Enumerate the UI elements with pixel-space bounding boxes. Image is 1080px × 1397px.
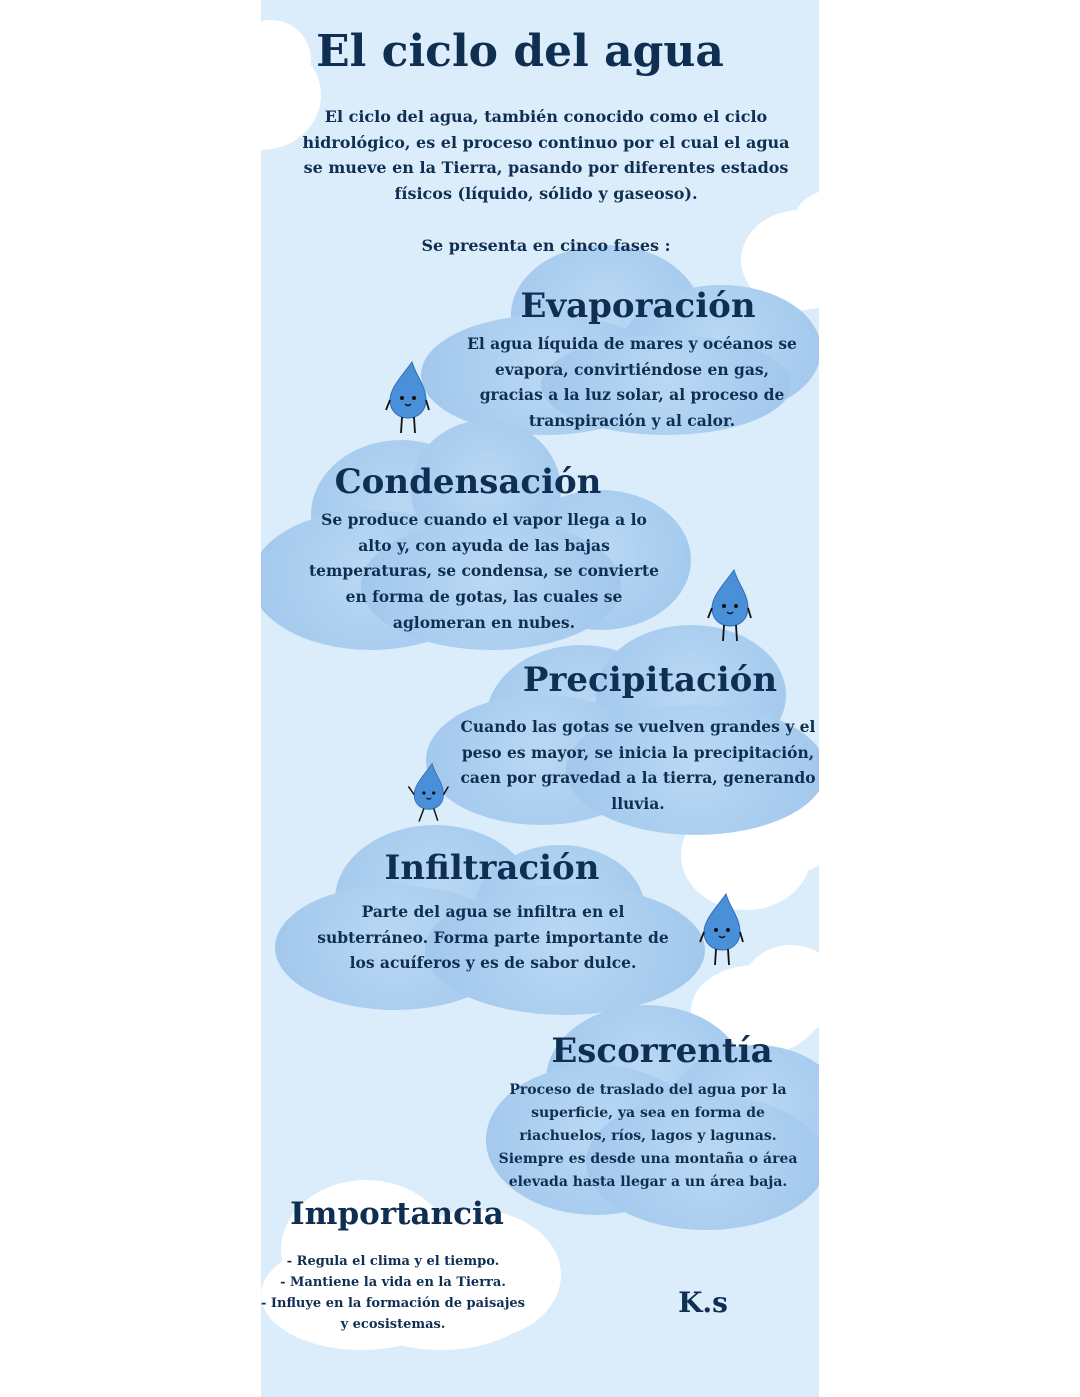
text-line: peso es mayor, se inicia la precipitación,: [461, 742, 815, 762]
signature: K.s: [678, 1286, 728, 1319]
text-line: temperaturas, se condensa, se convierte: [308, 561, 660, 581]
text-line: caen por gravedad a la tierra, generando: [460, 768, 816, 788]
phases-intro: Se presenta en cinco fases :: [421, 236, 671, 255]
text-line: El agua líquida de mares y océanos se: [467, 334, 797, 353]
phase-text-precipitacion: [460, 714, 815, 817]
text-line: - Regula el clima y el tiempo.: [286, 1254, 500, 1269]
text-line: Cuando las gotas se vuelven grandes y el: [460, 717, 816, 736]
phase-text-evaporacion: [467, 331, 797, 434]
intro-line: hidrológico, es el proceso continuo por el cual el agua: [302, 132, 790, 152]
text-line: - Influye en la formación de paisajes: [260, 1296, 526, 1311]
phase-title-condensacion: Condensación: [334, 462, 602, 502]
text-line: Se produce cuando el vapor llega a lo: [321, 510, 647, 529]
page-title: El ciclo del agua: [316, 26, 724, 77]
text-line: los acuíferos y es de sabor dulce.: [349, 953, 637, 973]
water-drop-character-icon: [382, 360, 432, 436]
text-line: Parte del agua se infiltra en el: [361, 902, 625, 921]
water-drop-character-icon: [704, 568, 754, 644]
text-line: riachuelos, ríos, lagos y lagunas.: [519, 1128, 777, 1144]
text-line: transpiración y al calor.: [528, 411, 736, 431]
text-line: - Mantiene la vida en la Tierra.: [280, 1275, 506, 1290]
phase-title-evaporacion: Evaporación: [520, 286, 756, 326]
text-line: lluvia.: [611, 794, 665, 814]
text-line: Siempre es desde una montaña o área: [498, 1151, 798, 1167]
importance-title: Importancia: [290, 1196, 504, 1232]
phase-title-escorrentia: Escorrentía: [551, 1031, 773, 1071]
phase-text-escorrentia: [499, 1079, 798, 1194]
text-line: subterráneo. Forma parte importante de: [317, 927, 669, 947]
text-line: superficie, ya sea en forma de: [531, 1105, 765, 1121]
water-drop-character-icon: [400, 762, 456, 824]
phase-text-condensacion: [309, 507, 659, 636]
text-line: en forma de gotas, las cuales se: [345, 587, 623, 607]
text-line: gracias a la luz solar, al proceso de: [479, 385, 785, 405]
intro-line: físicos (líquido, sólido y gaseoso).: [394, 184, 698, 204]
phase-text-infiltracion: [317, 899, 668, 976]
text-line: alto y, con ayuda de las bajas: [358, 535, 610, 555]
text-line: evapora, convirtiéndose en gas,: [494, 359, 770, 379]
intro-line: se mueve en la Tierra, pasando por diferentes estados: [303, 158, 789, 178]
text-line: elevada hasta llegar a un área baja.: [508, 1174, 788, 1190]
text-line: Proceso de traslado del agua por la: [509, 1082, 787, 1098]
phase-title-precipitacion: Precipitación: [522, 660, 778, 700]
intro-text: [302, 104, 789, 207]
text-line: aglomeran en nubes.: [392, 612, 576, 632]
importance-text: [261, 1251, 525, 1335]
intro-line: El ciclo del agua, también conocido como el ciclo: [324, 107, 768, 126]
water-drop-character-icon: [696, 892, 746, 968]
text-line: y ecosistemas.: [340, 1317, 446, 1332]
phase-title-infiltracion: Infiltración: [384, 848, 600, 888]
